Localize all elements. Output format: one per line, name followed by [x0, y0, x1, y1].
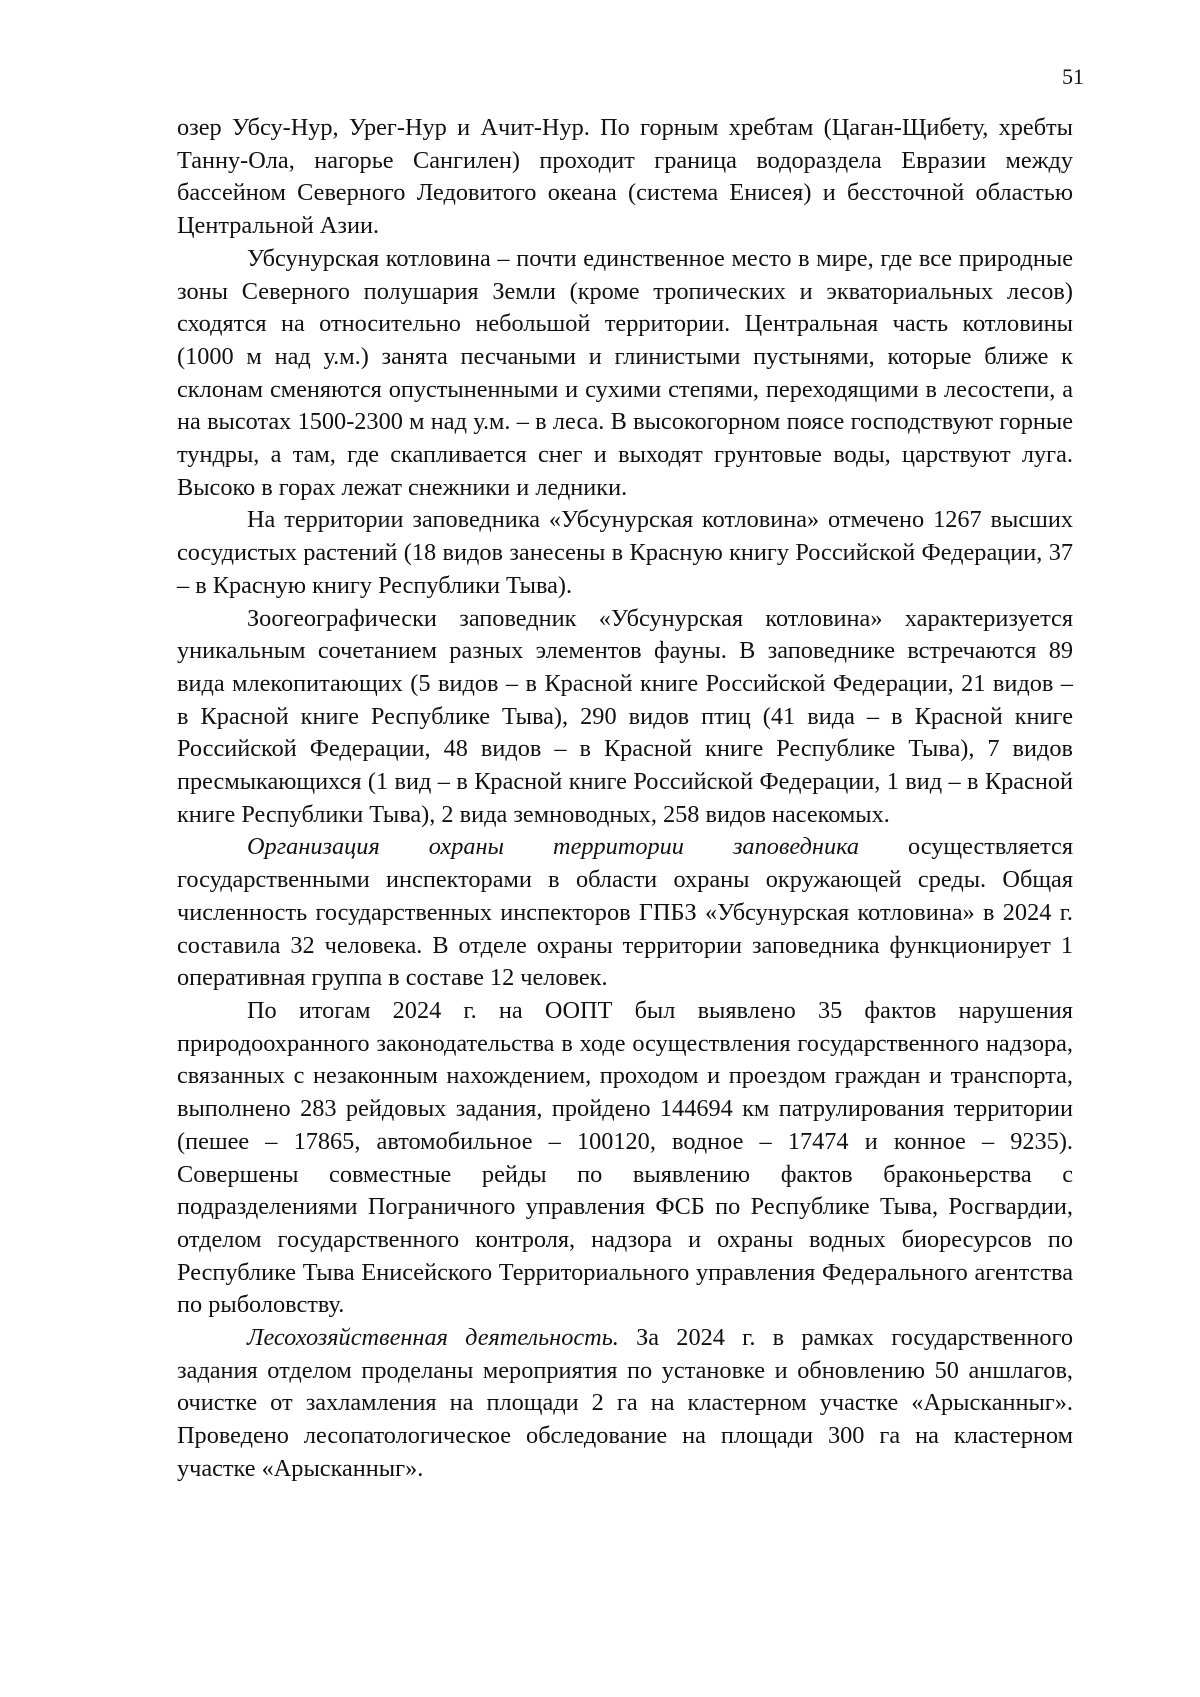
paragraph-continuation	[177, 112, 1073, 243]
paragraph-text: По итогам 2024 г. на ООПТ был выявлено 35 фактов нарушения природоохранного законодательства в ходе осуществления государственного надзора, связанных с незаконным нахождением, проходом и проездом граждан и транспорта, выполнено 283 рейдовых задания, пройдено 144694 км патрулирования территории (пешее – 17865, автомобильное – 100120, водное – 17474 и конное – 9235). Совершены совместные рейды по выявлению фактов браконьерства с подразделениями Пограничного управления ФСБ по Республике Тыва, Росгвардии, отделом государственного контроля, надзора и охраны водных биоресурсов по Республике Тыва Енисейского Территориального управления Федерального агентства по рыболовству.	[177, 996, 1073, 1319]
paragraph-text: На территории заповедника «Убсунурская котловина» отмечено 1267 высших сосудистых растений (18 видов занесены в Красную книгу Российской Федерации, 37 – в Красную книгу Республики Тыва).	[177, 506, 1073, 599]
paragraph-ubsunur-basin	[177, 243, 1073, 505]
paragraph-text: озер Убсу-Нур, Урег-Нур и Ачит-Нур. По горным хребтам (Цаган-Щибету, хребты Танну-Ола, нагорье Сангилен) проходит граница водораздела Евразии между бассейном Северного Ледовитого океана (система Енисея) и бессточной областью Центральной Азии.	[177, 114, 1073, 240]
paragraph-text: За 2024 г. в рамках государственного задания отделом проделаны мероприятия по установке и обновлению 50 аншлагов, очистке от захламления на площади 2 га на кластерном участке «Арысканныг». Проведено лесопатологическое обследование на площади 300 га на кластерном участке «Арысканныг».	[177, 1324, 1073, 1482]
paragraph-text: Убсунурская котловина – почти единственное место в мире, где все природные зоны Северного полушария Земли (кроме тропических и экваториальных лесов) сходятся на относительно небольшой территории. Центральная часть котловины (1000 м над у.м.) занята песчаными и глинистыми пустынями, которые ближе к склонам сменяются опустыненными и сухими степями, переходящими в лесостепи, а на высотах 1500-2300 м над у.м. – в леса. В высокогорном поясе господствуют горные тундры, а там, где скапливается снег и выходят грунтовые воды, царствуют луга. Высоко в горах лежат снежники и ледники.	[177, 244, 1073, 501]
paragraph-forestry	[177, 1322, 1073, 1486]
paragraph-text: осуществляется государственными инспекторами в области охраны окружающей среды. Общая численность государственных инспекторов ГПБЗ «Убсунурская котловина» в 2024 г. составила 32 человека. В отделе охраны территории заповедника функционирует 1 оперативная группа в составе 12 человек.	[177, 833, 1073, 992]
paragraph-fauna	[177, 603, 1073, 832]
paragraph-italic-heading: Лесохозяйственная деятельность.	[247, 1324, 619, 1352]
paragraph-protection-organization	[177, 831, 1073, 995]
paragraph-text: Зоогеографически заповедник «Убсунурская котловина» характеризуется уникальным сочетанием разных элементов фауны. В заповеднике встречаются 89 вида млекопитающих (5 видов – в Красной книге Российской Федерации, 21 видов – в Красной книге Республике Тыва), 290 видов птиц (41 вида – в Красной книге Российской Федерации, 48 видов – в Красной книге Республике Тыва), 7 видов пресмыкающихся (1 вид – в Красной книге Российской Федерации, 1 вид – в Красной книге Республики Тыва), 2 вида земноводных, 258 видов насекомых.	[177, 604, 1073, 828]
page-number: 51	[1062, 64, 1084, 89]
document-body	[177, 112, 1073, 1486]
paragraph-italic-heading: Организация охраны территории заповедника	[247, 833, 859, 861]
paragraph-flora	[177, 504, 1073, 602]
paragraph-violations	[177, 995, 1073, 1322]
